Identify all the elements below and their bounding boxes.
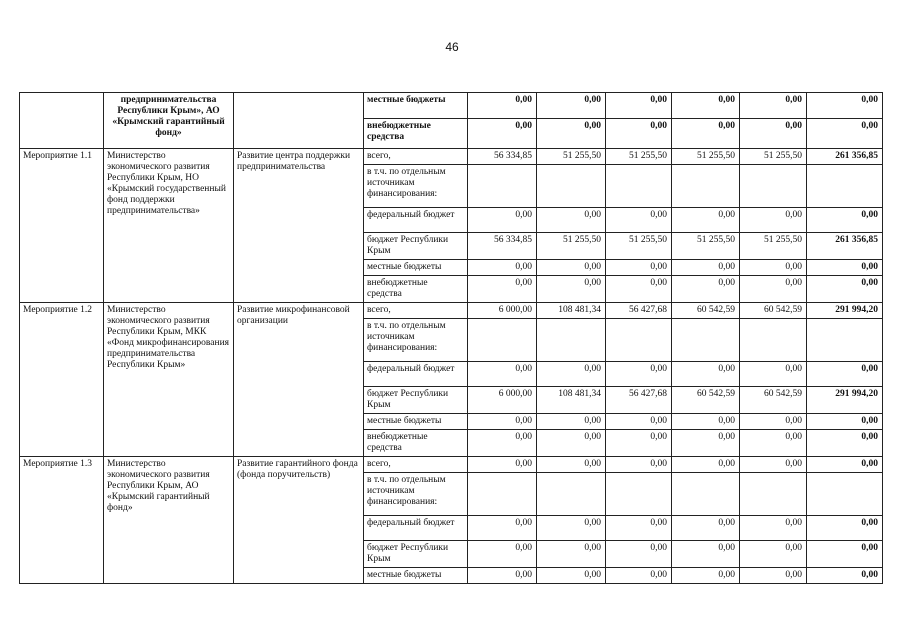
amount-cell: 0,00	[672, 276, 740, 303]
measure-name: Развитие гарантийного фонда (фонда поручительств)	[234, 457, 364, 584]
amount-cell: 6 000,00	[468, 303, 537, 319]
amount-cell: 0,00	[672, 568, 740, 584]
measure-id: Мероприятие 1.2	[20, 303, 104, 457]
amount-cell: 0,00	[672, 208, 740, 233]
amount-cell	[672, 319, 740, 362]
amount-cell	[468, 473, 537, 516]
funding-source: федеральный бюджет	[364, 362, 468, 387]
funding-table	[19, 92, 883, 584]
amount-cell: 0,00	[468, 119, 537, 149]
funding-source: внебюджетные средства	[364, 276, 468, 303]
amount-cell: 51 255,50	[672, 149, 740, 165]
amount-cell: 51 255,50	[537, 149, 606, 165]
amount-cell: 108 481,34	[537, 303, 606, 319]
amount-cell: 0,00	[537, 430, 606, 457]
measure-id: Мероприятие 1.1	[20, 149, 104, 303]
amount-cell	[537, 473, 606, 516]
amount-cell: 0,00	[468, 93, 537, 119]
amount-cell: 60 542,59	[740, 303, 807, 319]
amount-cell: 0,00	[672, 457, 740, 473]
funding-source: всего,	[364, 149, 468, 165]
amount-cell: 51 255,50	[740, 149, 807, 165]
amount-cell: 0,00	[468, 541, 537, 568]
amount-cell: 0,00	[606, 208, 672, 233]
amount-cell: 0,00	[468, 260, 537, 276]
amount-cell: 0,00	[740, 208, 807, 233]
amount-cell: 51 255,50	[606, 233, 672, 260]
amount-cell: 0,00	[740, 93, 807, 119]
amount-cell: 0,00	[740, 276, 807, 303]
amount-cell: 0,00	[537, 208, 606, 233]
amount-cell: 0,00	[606, 457, 672, 473]
measure-id	[20, 93, 104, 149]
amount-cell: 60 542,59	[740, 387, 807, 414]
amount-cell: 291 994,20	[807, 303, 883, 319]
amount-cell: 0,00	[537, 516, 606, 541]
amount-cell: 0,00	[672, 260, 740, 276]
amount-cell: 0,00	[606, 93, 672, 119]
amount-cell	[606, 319, 672, 362]
amount-cell: 56 334,85	[468, 233, 537, 260]
amount-cell: 0,00	[537, 260, 606, 276]
funding-source: в т.ч. по отдельным источникам финансирования:	[364, 319, 468, 362]
table-row	[20, 149, 883, 165]
amount-cell	[468, 165, 537, 208]
amount-cell: 0,00	[537, 93, 606, 119]
amount-cell: 0,00	[807, 414, 883, 430]
amount-cell: 0,00	[468, 414, 537, 430]
amount-cell: 0,00	[807, 119, 883, 149]
measure-name: Развитие центра поддержки предпринимательства	[234, 149, 364, 303]
responsible-org: предпринимательства Республики Крым», АО «Крымский гарантийный фонд»	[104, 93, 234, 149]
funding-source: в т.ч. по отдельным источникам финансирования:	[364, 473, 468, 516]
amount-cell: 0,00	[807, 430, 883, 457]
amount-cell: 0,00	[606, 430, 672, 457]
amount-cell: 0,00	[468, 276, 537, 303]
amount-cell: 0,00	[468, 457, 537, 473]
amount-cell: 0,00	[740, 568, 807, 584]
amount-cell: 108 481,34	[537, 387, 606, 414]
amount-cell: 0,00	[606, 362, 672, 387]
amount-cell: 0,00	[740, 516, 807, 541]
responsible-org: Министерство экономического развития Республики Крым, АО «Крымский гарантийный фонд»	[104, 457, 234, 584]
amount-cell: 0,00	[807, 516, 883, 541]
amount-cell	[807, 473, 883, 516]
amount-cell	[807, 319, 883, 362]
funding-source: бюджет Республики Крым	[364, 387, 468, 414]
amount-cell: 51 255,50	[740, 233, 807, 260]
amount-cell: 261 356,85	[807, 233, 883, 260]
funding-source: местные бюджеты	[364, 414, 468, 430]
amount-cell: 56 427,68	[606, 303, 672, 319]
funding-source: внебюджетные средства	[364, 430, 468, 457]
amount-cell	[606, 165, 672, 208]
amount-cell: 0,00	[807, 208, 883, 233]
funding-source: местные бюджеты	[364, 260, 468, 276]
table-row	[20, 93, 883, 119]
amount-cell: 0,00	[606, 541, 672, 568]
amount-cell: 0,00	[537, 541, 606, 568]
amount-cell: 51 255,50	[672, 233, 740, 260]
amount-cell: 60 542,59	[672, 387, 740, 414]
amount-cell: 0,00	[606, 260, 672, 276]
amount-cell: 0,00	[537, 362, 606, 387]
amount-cell: 0,00	[468, 362, 537, 387]
amount-cell: 0,00	[606, 516, 672, 541]
amount-cell: 0,00	[606, 414, 672, 430]
table-row	[20, 303, 883, 319]
amount-cell	[606, 473, 672, 516]
funding-source: всего,	[364, 457, 468, 473]
amount-cell	[672, 165, 740, 208]
amount-cell	[537, 319, 606, 362]
amount-cell: 0,00	[740, 541, 807, 568]
amount-cell: 56 427,68	[606, 387, 672, 414]
amount-cell	[672, 473, 740, 516]
amount-cell: 291 994,20	[807, 387, 883, 414]
amount-cell: 0,00	[468, 430, 537, 457]
amount-cell: 56 334,85	[468, 149, 537, 165]
amount-cell: 0,00	[468, 208, 537, 233]
amount-cell: 0,00	[807, 276, 883, 303]
amount-cell	[468, 319, 537, 362]
funding-source: федеральный бюджет	[364, 516, 468, 541]
amount-cell: 0,00	[606, 276, 672, 303]
amount-cell: 0,00	[672, 119, 740, 149]
amount-cell	[740, 473, 807, 516]
amount-cell: 0,00	[807, 260, 883, 276]
amount-cell: 0,00	[606, 119, 672, 149]
measure-name	[234, 93, 364, 149]
amount-cell: 0,00	[672, 362, 740, 387]
amount-cell: 0,00	[807, 568, 883, 584]
amount-cell: 0,00	[740, 414, 807, 430]
page-number: 46	[445, 40, 459, 54]
amount-cell: 0,00	[740, 260, 807, 276]
amount-cell: 0,00	[807, 93, 883, 119]
amount-cell	[537, 165, 606, 208]
table-body	[20, 93, 883, 584]
amount-cell: 0,00	[672, 414, 740, 430]
funding-source: местные бюджеты	[364, 93, 468, 119]
amount-cell: 6 000,00	[468, 387, 537, 414]
amount-cell: 51 255,50	[606, 149, 672, 165]
measure-name: Развитие микрофинансовой организации	[234, 303, 364, 457]
amount-cell	[740, 319, 807, 362]
amount-cell: 0,00	[468, 516, 537, 541]
measure-id: Мероприятие 1.3	[20, 457, 104, 584]
amount-cell: 0,00	[807, 362, 883, 387]
amount-cell	[740, 165, 807, 208]
amount-cell: 0,00	[672, 516, 740, 541]
amount-cell	[807, 165, 883, 208]
responsible-org: Министерство экономического развития Республики Крым, МКК «Фонд микрофинансирования предпринимательства Республики Крым»	[104, 303, 234, 457]
amount-cell: 0,00	[672, 541, 740, 568]
funding-source: внебюджетные средства	[364, 119, 468, 149]
funding-source: бюджет Республики Крым	[364, 233, 468, 260]
amount-cell: 51 255,50	[537, 233, 606, 260]
amount-cell: 0,00	[740, 119, 807, 149]
amount-cell: 0,00	[537, 276, 606, 303]
funding-source: федеральный бюджет	[364, 208, 468, 233]
table-row	[20, 457, 883, 473]
amount-cell: 0,00	[740, 430, 807, 457]
funding-source: бюджет Республики Крым	[364, 541, 468, 568]
amount-cell: 0,00	[537, 568, 606, 584]
amount-cell: 0,00	[807, 541, 883, 568]
funding-source: местные бюджеты	[364, 568, 468, 584]
funding-source: всего,	[364, 303, 468, 319]
amount-cell: 0,00	[468, 568, 537, 584]
amount-cell: 0,00	[537, 119, 606, 149]
funding-source: в т.ч. по отдельным источникам финансирования:	[364, 165, 468, 208]
amount-cell: 0,00	[807, 457, 883, 473]
amount-cell: 0,00	[672, 430, 740, 457]
amount-cell: 0,00	[537, 414, 606, 430]
amount-cell: 0,00	[672, 93, 740, 119]
amount-cell: 60 542,59	[672, 303, 740, 319]
amount-cell: 0,00	[606, 568, 672, 584]
responsible-org: Министерство экономического развития Республики Крым, НО «Крымский государственный фонд поддержки предпринимательства»	[104, 149, 234, 303]
amount-cell: 0,00	[740, 362, 807, 387]
amount-cell: 261 356,85	[807, 149, 883, 165]
amount-cell: 0,00	[740, 457, 807, 473]
amount-cell: 0,00	[537, 457, 606, 473]
